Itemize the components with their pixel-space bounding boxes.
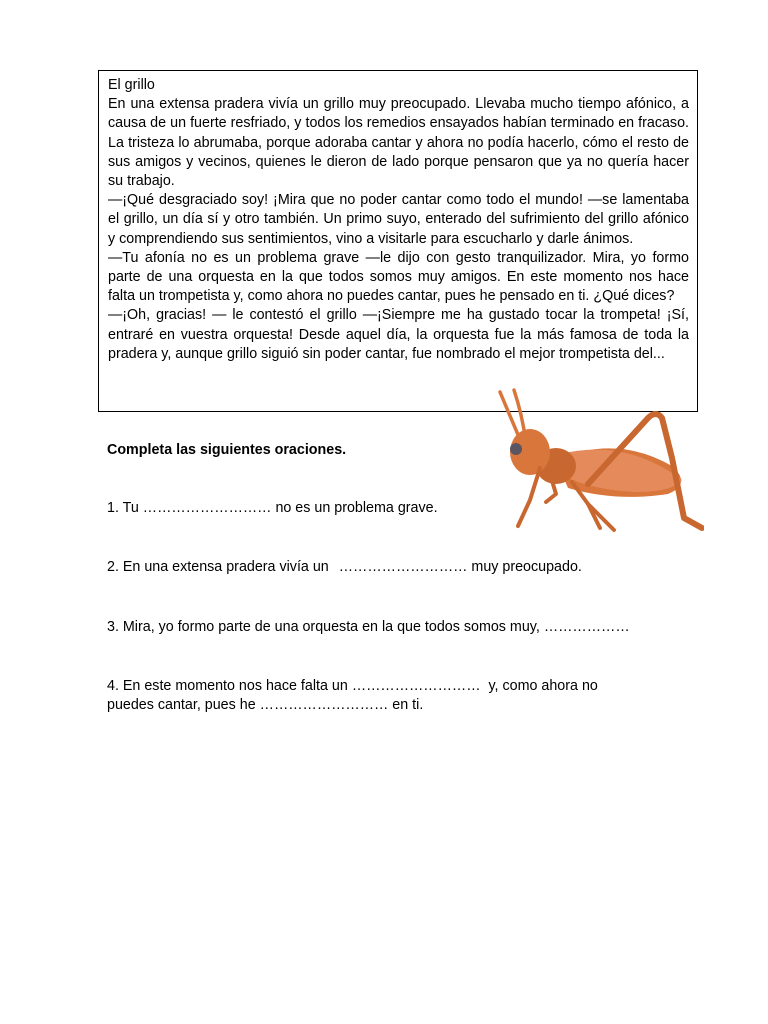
exercise-4-end: en ti. xyxy=(392,697,424,713)
exercise-4 xyxy=(107,677,667,715)
exercise-2-end: muy preocupado. xyxy=(471,559,582,575)
story-title: El grillo xyxy=(108,77,155,93)
instructions-heading: Completa las siguientes oraciones. xyxy=(107,442,347,458)
exercise-4-start: 4. En este momento nos hace falta un xyxy=(107,678,348,694)
answer-blank: ……………………… xyxy=(259,697,389,713)
story-paragraph-1: En una extensa pradera vivía un grillo muy preocupado. Llevaba mucho tiempo afónico, a causa de un fuerte resfriado, y todos los remedios ensayados habían terminado en fracaso. La tristeza lo abrumaba, porque adoraba cantar y ahora no podía hacerlo, cómo el resto de sus amigos y vecinos, quienes le dieron de lado porque pensaron que ya no quería hacer su trabajo. xyxy=(108,96,689,190)
exercise-4-line2: puedes cantar, pues he xyxy=(107,697,256,713)
exercise-2 xyxy=(107,558,667,577)
exercise-1-start: 1. Tu xyxy=(107,500,139,516)
exercise-1 xyxy=(107,499,667,518)
answer-blank: ……………… xyxy=(543,619,630,635)
exercise-3 xyxy=(107,618,667,637)
exercise-1-end: no es un problema grave. xyxy=(275,500,438,516)
exercise-3-start: 3. Mira, yo formo parte de una orquesta en la que todos somos muy, xyxy=(107,619,540,635)
story-paragraph-2: —¡Qué desgraciado soy! ¡Mira que no poder cantar como todo el mundo! —se lamentaba el grillo, un día sí y otro también. Un primo suyo, enterado del sufrimiento del grillo afónico y comprendiendo sus sentimientos, vino a visitarle para escucharlo y darle ánimos. xyxy=(108,192,689,247)
story-paragraph-4: —¡Oh, gracias! — le contestó el grillo —¡Siempre me ha gustado tocar la trompeta! ¡Sí, entraré en vuestra orquesta! Desde aquel día, la orquesta fue la más famosa de toda la pradera y, aunque grillo siguió sin poder cantar, fue nombrado el mejor trompetista del... xyxy=(108,307,689,362)
answer-blank: ……………………… xyxy=(351,678,481,694)
answer-blank: ……………………… xyxy=(142,500,272,516)
exercise-2-start: 2. En una extensa pradera vivía un xyxy=(107,559,329,575)
story-box xyxy=(98,70,698,412)
answer-blank: ……………………… xyxy=(338,559,468,575)
story-paragraph-3: —Tu afonía no es un problema grave —le dijo con gesto tranquilizador. Mira, yo formo parte de una orquesta en la que todos somos muy amigos. En este momento nos hace falta un trompetista y, como ahora no puedes cantar, pues he pensado en ti. ¿Qué dices? xyxy=(108,249,689,305)
exercise-4-middle: y, como ahora no xyxy=(488,678,598,694)
